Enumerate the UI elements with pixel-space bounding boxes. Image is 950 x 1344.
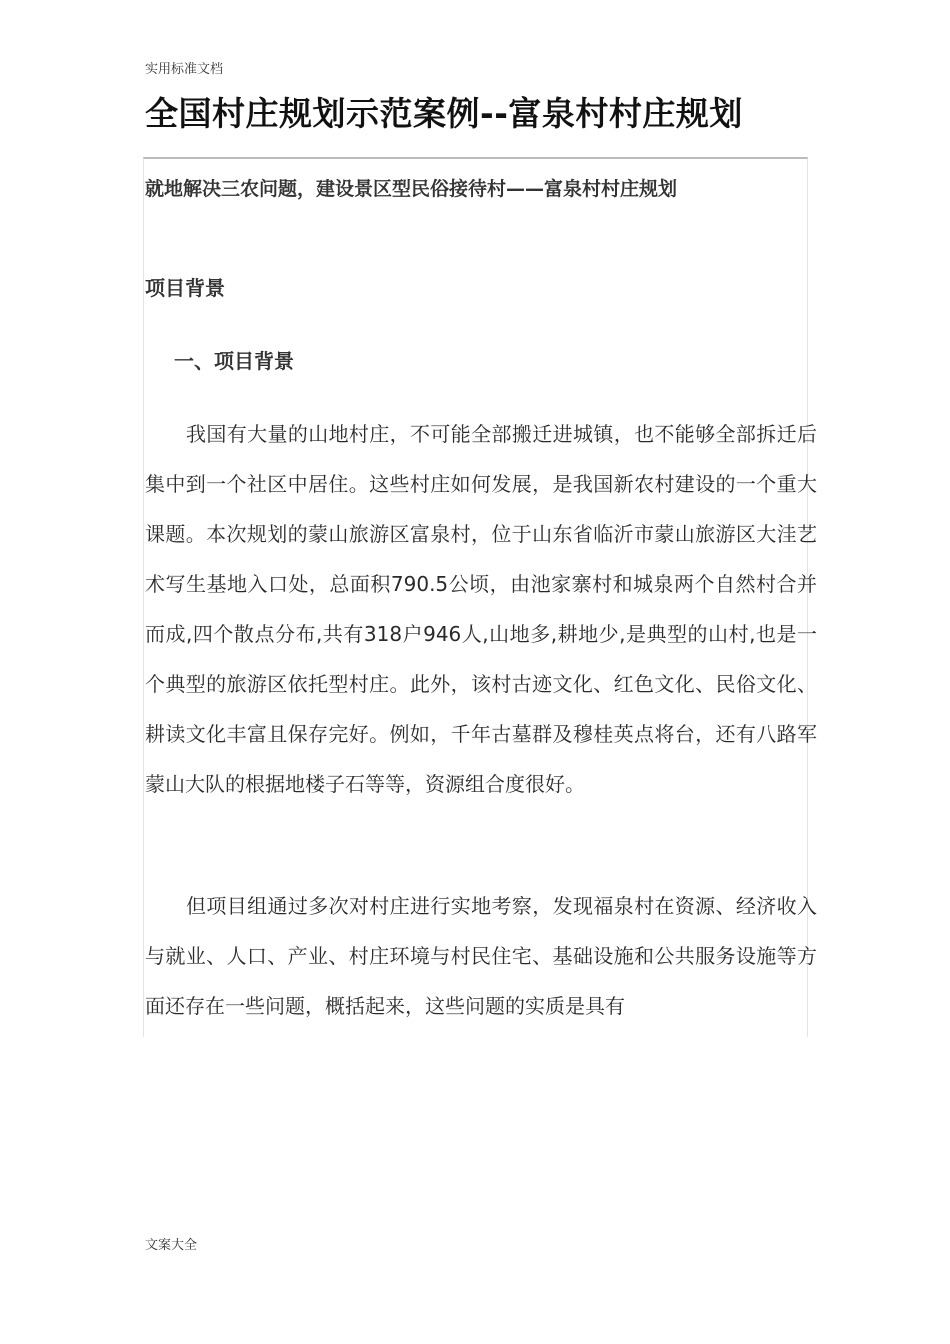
article-subtitle: 就地解决三农问题，建设景区型民俗接待村——富泉村村庄规划	[145, 178, 678, 200]
page-footer-note: 文案大全	[145, 1238, 198, 1253]
paragraph-problems: 但项目组通过多次对村庄进行实地考察，发现福泉村在资源、经济收入与就业、人口、产业、村庄环境与村民住宅、基础设施和公共服务设施等方面还存在一些问题，概括起来，这些问题的实质是具有	[145, 894, 817, 1018]
section-heading: 项目背景	[145, 276, 225, 300]
page-header-note: 实用标准文档	[145, 62, 224, 77]
sub-heading: 一、项目背景	[174, 349, 294, 373]
page-title: 全国村庄规划示范案例--富泉村村庄规划	[145, 94, 743, 133]
paragraph-background: 我国有大量的山地村庄，不可能全部搬迁进城镇，也不能够全部拆迁后集中到一个社区中居住。这些村庄如何发展，是我国新农村建设的一个重大课题。本次规划的蒙山旅游区富泉村，位于山东省临沂市蒙山旅游区大洼艺术写生基地入口处，总面积790.5公顷，由池家寨村和城泉两个自然村合并而成,四个散点分布,共有318户946人,山地多,耕地少,是典型的山村,也是一个典型的旅游区依托型村庄。此外，该村古迹文化、红色文化、民俗文化、耕读文化丰富且保存完好。例如，千年古墓群及穆桂英点将台，还有八路军蒙山大队的根据地楼子石等等，资源组合度很好。	[145, 422, 817, 796]
